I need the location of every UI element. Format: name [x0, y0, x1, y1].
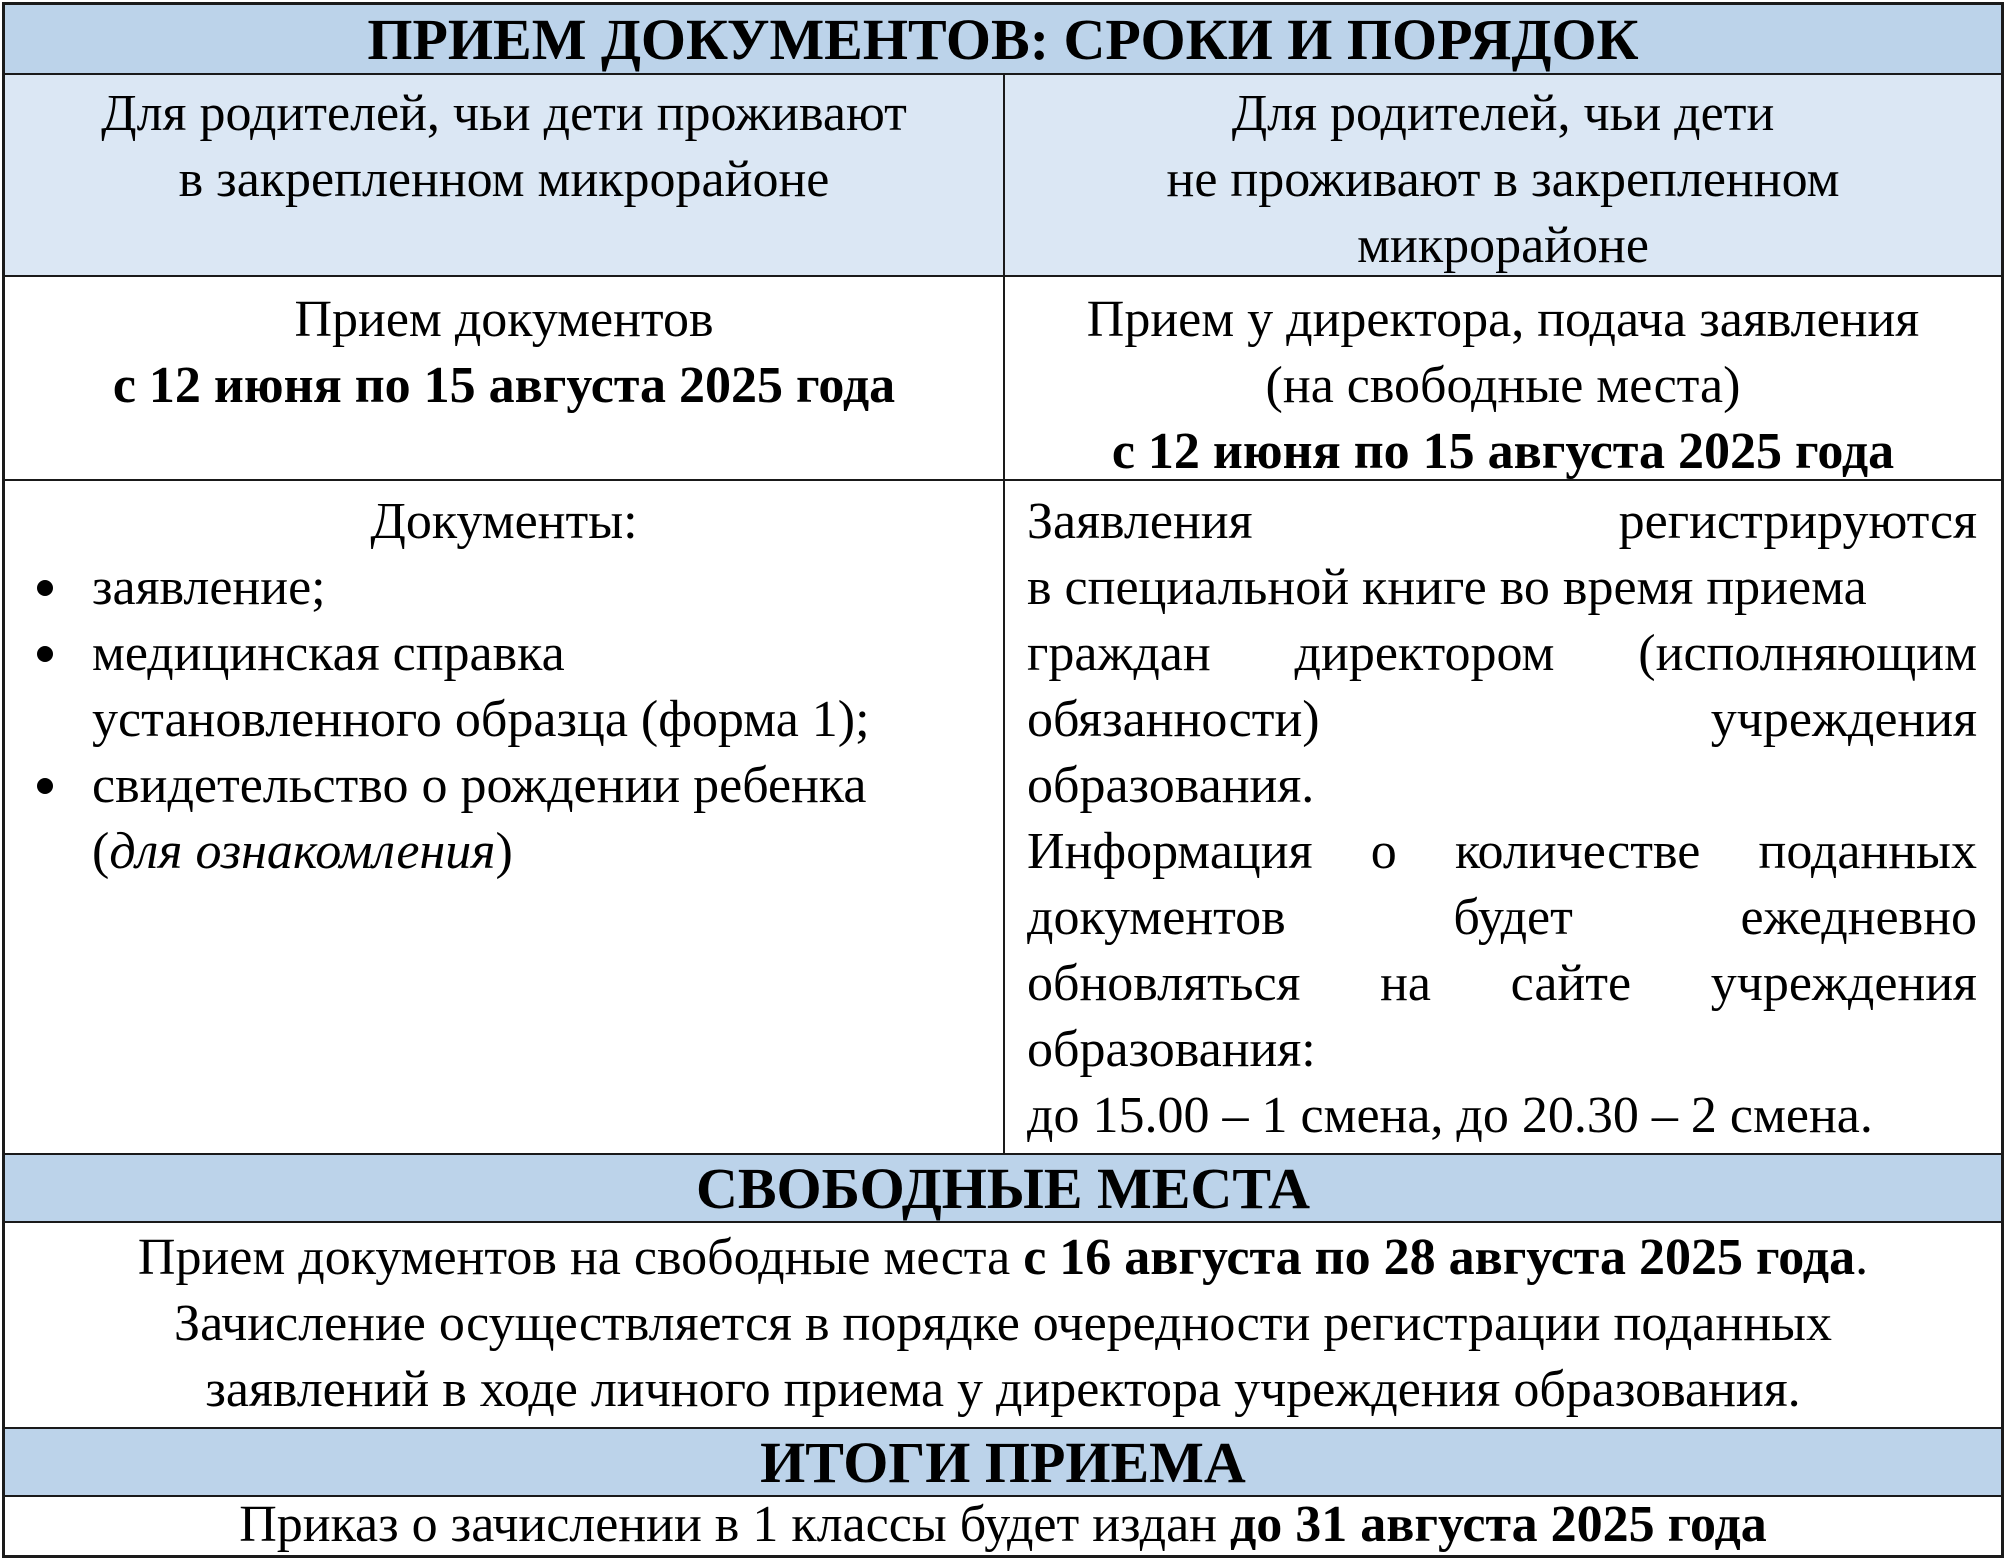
right-dates-label: Прием у директора, подача заявления [1086, 291, 1920, 348]
word: будет [1453, 889, 1573, 946]
free-places-row [5, 1223, 2001, 1429]
text-line [1027, 885, 1977, 951]
right-header-line: Для родителей, чьи дети [1231, 85, 1775, 142]
word: регистрируются [1618, 493, 1977, 550]
text-line [1027, 489, 1977, 555]
list-item [5, 555, 1003, 621]
registration-text [1005, 481, 2001, 1149]
free-places-text [5, 1223, 2001, 1423]
results-text [5, 1497, 2001, 1553]
right-column-header [1005, 75, 2001, 275]
italic-note: для ознакомления [109, 823, 496, 880]
schedule-line: до 15.00 – 1 смена, до 20.30 – 2 смена. [1027, 1087, 1873, 1144]
free-places-heading: СВОБОДНЫЕ МЕСТА [695, 1156, 1310, 1221]
free-places-line: заявлений в ходе личного приема у директора учреждения образования. [205, 1361, 1801, 1418]
text-line: образования: [1027, 1021, 1316, 1078]
text-line [1027, 621, 1977, 687]
results-row [5, 1497, 2001, 1555]
table-title-row [5, 5, 2001, 75]
admission-table [2, 2, 2004, 1558]
bullet-icon [37, 580, 53, 596]
list-item [5, 621, 1003, 753]
text-line [1027, 687, 1977, 753]
results-label: Приказ о зачислении в 1 классы будет издан [239, 1496, 1230, 1553]
free-places-heading-row [5, 1155, 2001, 1223]
left-dates-cell [5, 277, 1005, 479]
list-item-text: установленного образца (форма 1); [92, 691, 870, 748]
documents-list [5, 555, 1003, 885]
list-item [5, 753, 1003, 885]
bullet-icon [37, 646, 53, 662]
text-line: в специальной книге во время приема [1027, 559, 1867, 616]
word: Информация [1027, 823, 1313, 880]
right-dates-note: (на свободные места) [1265, 357, 1741, 414]
word: ежедневно [1740, 889, 1977, 946]
word: учреждения [1710, 691, 1977, 748]
right-dates-cell [1005, 277, 2001, 479]
text-line [1027, 951, 1977, 1017]
word: Заявления [1027, 493, 1253, 550]
paren-open: ( [92, 823, 110, 880]
paren-close: ) [495, 823, 513, 880]
right-header-line: не проживают в закрепленном [1166, 151, 1840, 208]
left-dates-period: с 12 июня по 15 августа 2025 года [112, 357, 896, 414]
word: количестве [1454, 823, 1701, 880]
results-deadline: до 31 августа 2025 года [1230, 1496, 1767, 1553]
left-header-line: Для родителей, чьи дети проживают [101, 85, 907, 142]
word: граждан [1027, 625, 1211, 682]
text-line [1027, 819, 1977, 885]
left-dates-label: Прием документов [294, 291, 714, 348]
registration-cell [1005, 481, 2001, 1153]
list-item-text: медицинская справка [92, 625, 565, 682]
page-title: ПРИЕМ ДОКУМЕНТОВ: СРОКИ И ПОРЯДОК [367, 7, 1639, 72]
left-column-header [5, 75, 1005, 275]
word: (исполняющим [1638, 625, 1977, 682]
column-header-row [5, 75, 2001, 277]
free-places-label: Прием документов на свободные места [137, 1229, 1024, 1286]
bullet-icon [37, 778, 53, 794]
free-places-period: с 16 августа по 28 августа 2025 года [1023, 1229, 1856, 1286]
right-dates-period: с 12 июня по 15 августа 2025 года [1111, 423, 1895, 480]
documents-title: Документы: [370, 493, 638, 550]
word: поданных [1758, 823, 1977, 880]
dates-row [5, 277, 2001, 481]
word: сайте [1510, 955, 1632, 1012]
right-header-line: микрорайоне [1357, 217, 1649, 274]
results-heading: ИТОГИ ПРИЕМА [760, 1430, 1246, 1495]
left-header-line: в закрепленном микрорайоне [178, 151, 830, 208]
list-item-note [92, 819, 993, 885]
word: обновляться [1027, 955, 1301, 1012]
documents-cell [5, 481, 1005, 1153]
text-line: образования. [1027, 757, 1315, 814]
word: о [1370, 823, 1397, 880]
documents-row [5, 481, 2001, 1155]
word: обязанности) [1027, 691, 1320, 748]
word: документов [1027, 889, 1286, 946]
results-heading-row [5, 1429, 2001, 1497]
period-mark: . [1855, 1229, 1869, 1286]
list-item-text: свидетельство о рождении ребенка [92, 757, 867, 814]
word: учреждения [1710, 955, 1977, 1012]
free-places-line: Зачисление осуществляется в порядке очередности регистрации поданных [174, 1295, 1832, 1352]
free-places-line [5, 1225, 2001, 1291]
word: директором [1294, 625, 1555, 682]
word: на [1380, 955, 1432, 1012]
list-item-text: заявление; [92, 559, 326, 616]
